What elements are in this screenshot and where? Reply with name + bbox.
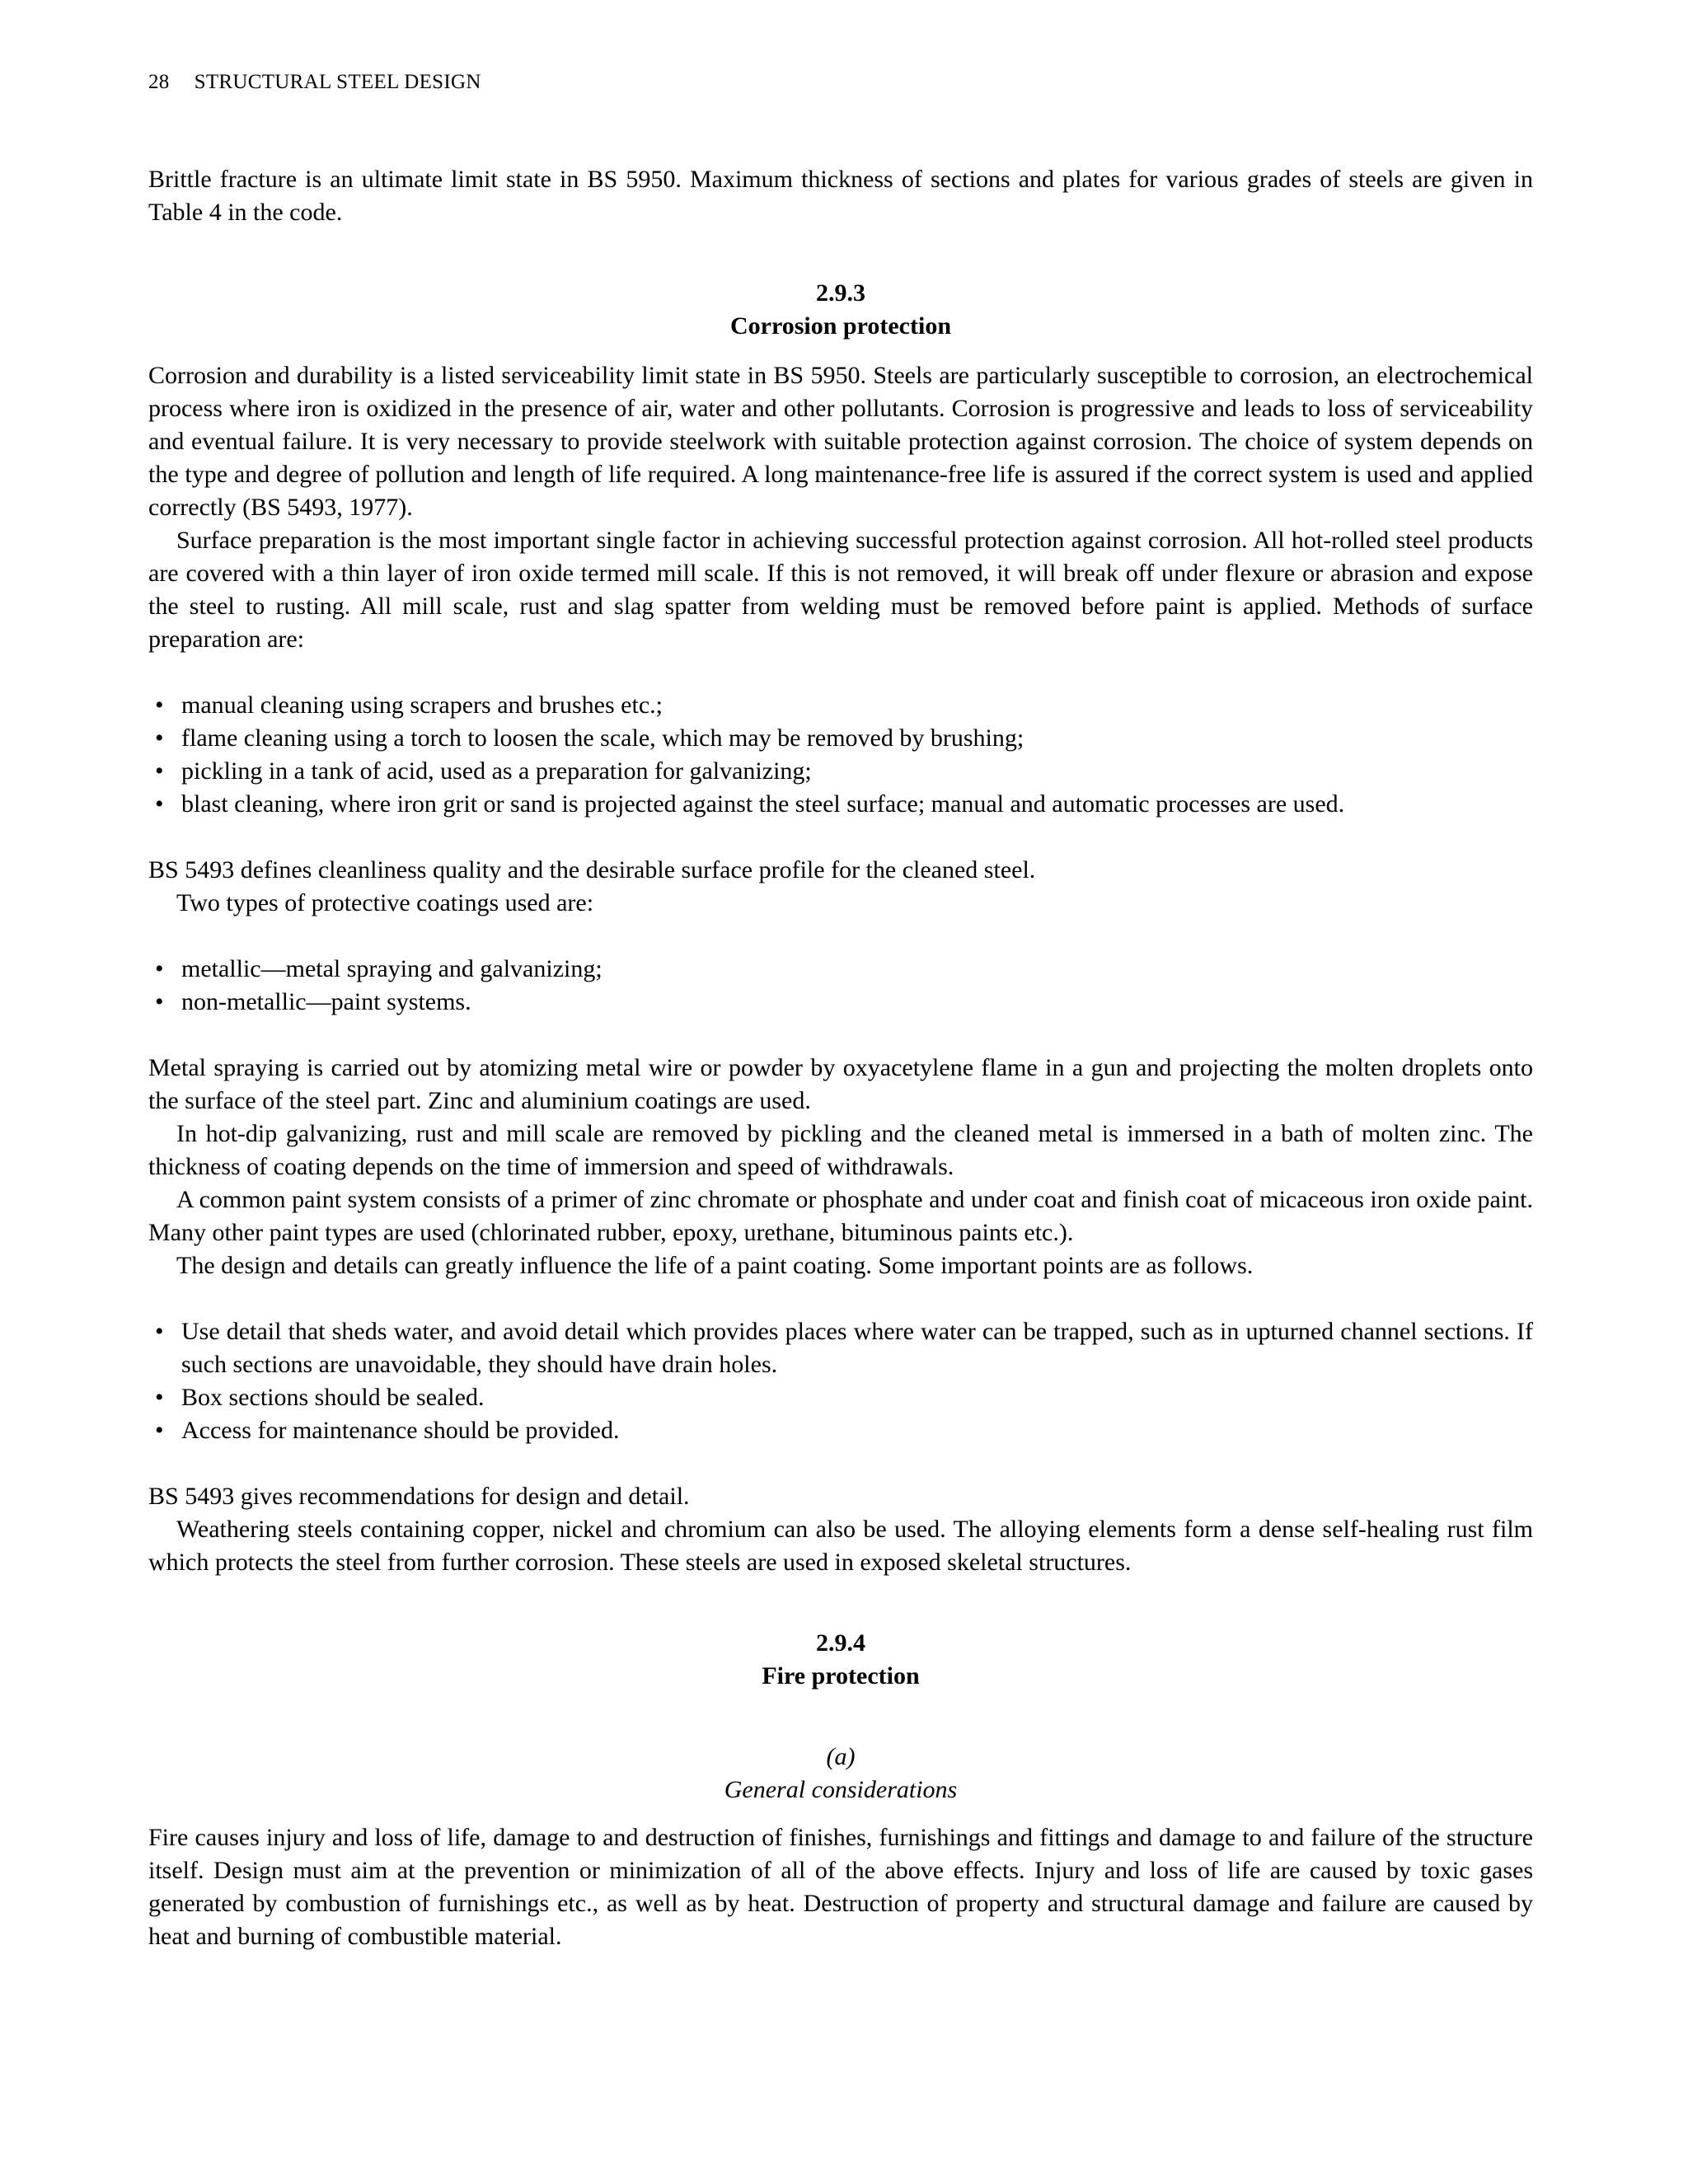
spacer: [148, 1447, 1533, 1480]
spacer: [148, 1579, 1533, 1627]
section-number: 2.9.4: [816, 1629, 865, 1657]
page-body: [148, 163, 1533, 1953]
bullet-icon: •: [155, 1318, 164, 1345]
design-points-list: [148, 1315, 1533, 1447]
list-item-text: manual cleaning using scrapers and brushes etc.;: [181, 691, 663, 719]
bullet-icon: •: [155, 790, 164, 818]
bullet-icon: •: [155, 724, 164, 752]
subsection-title: General considerations: [724, 1776, 958, 1803]
list-item: [148, 1414, 1533, 1447]
fire-general-paragraph: Fire causes injury and loss of life, damage to and destruction of finishes, furnishings and fittings and damage to and failure of the structure itself. Design must aim at the prevention or minimization of all of the above effects. Injury and loss of life are caused by toxic gases generated by combustion of furnishings etc., as well as by heat. Destruction of property and structural damage and failure are caused by heat and burning of combustible material.: [148, 1824, 1533, 1950]
list-item: [148, 953, 1533, 986]
list-item: [148, 689, 1533, 722]
list-item-text: Box sections should be sealed.: [181, 1384, 485, 1411]
list-item: [148, 986, 1533, 1019]
surface-prep-paragraph: Surface preparation is the most important single factor in achieving successful protection against corrosion. All hot-rolled steel products are covered with a thin layer of iron oxide termed mill scale. If this is not removed, it will break off under flexure or abrasion and expose the steel to rusting. All mill scale, rust and slag spatter from welding must be removed before paint is applied. Methods of surface preparation are:: [148, 527, 1533, 653]
spacer: [148, 1019, 1533, 1052]
section-number: 2.9.3: [816, 279, 865, 307]
list-item-text: flame cleaning using a torch to loosen the scale, which may be removed by brushing;: [181, 724, 1025, 752]
corrosion-paragraph: Corrosion and durability is a listed serviceability limit state in BS 5950. Steels are particularly susceptible to corrosion, an electrochemical process where iron is oxidized in the presence of air, water and other pollutants. Corrosion is progressive and leads to loss of serviceability and eventual failure. It is very necessary to provide steelwork with suitable protection against corrosion. The choice of system depends on the type and degree of pollution and length of life required. A long maintenance-free life is assured if the correct system is used and applied correctly (BS 5493, 1977).: [148, 362, 1533, 521]
coatings-intro-paragraph: Two types of protective coatings used are:: [176, 889, 594, 916]
list-item: [148, 788, 1533, 821]
weathering-steels-paragraph: Weathering steels containing copper, nickel and chromium can also be used. The alloying elements form a dense self-healing rust film which protects the steel from further corrosion. These steels are used in exposed skeletal structures.: [148, 1516, 1533, 1576]
list-item-text: non-metallic—paint systems.: [181, 988, 471, 1015]
spacer: [148, 1807, 1533, 1821]
list-item: [148, 1315, 1533, 1381]
running-header: [148, 71, 481, 94]
bullet-icon: •: [155, 691, 164, 719]
spacer: [148, 229, 1533, 277]
bullet-icon: •: [155, 955, 164, 982]
bullet-icon: •: [155, 1417, 164, 1444]
list-item-text: Use detail that sheds water, and avoid detail which provides places where water can be trapped, such as in upturned channel sections. If such sections are unavoidable, they should have drain holes.: [181, 1318, 1533, 1378]
galvanizing-paragraph: In hot-dip galvanizing, rust and mill scale are removed by pickling and the cleaned metal is immersed in a bath of molten zinc. The thickness of coating depends on the time of immersion and speed of withdrawals.: [148, 1120, 1533, 1180]
intro-paragraph: Brittle fracture is an ultimate limit state in BS 5950. Maximum thickness of sections and plates for various grades of steels are given in Table 4 in the code.: [148, 166, 1533, 226]
subsection-label: (a): [826, 1743, 856, 1770]
spacer: [148, 656, 1533, 689]
section-title: Corrosion protection: [729, 312, 952, 340]
paint-system-paragraph: A common paint system consists of a primer of zinc chromate or phosphate and under coat and finish coat of micaceous iron oxide paint. Many other paint types are used (chlorinated rubber, epoxy, urethane, bituminous paints etc.).: [148, 1186, 1533, 1246]
list-item: [148, 755, 1533, 788]
bullet-icon: •: [155, 988, 164, 1015]
list-item-text: metallic—metal spraying and galvanizing;: [181, 955, 603, 982]
metal-spraying-paragraph: Metal spraying is carried out by atomizing metal wire or powder by oxyacetylene flame in a gun and projecting the molten droplets onto the surface of the steel part. Zinc and aluminium coatings are used.: [148, 1054, 1533, 1114]
running-title: STRUCTURAL STEEL DESIGN: [194, 71, 481, 93]
section-title: Fire protection: [762, 1662, 920, 1690]
page-number: 28: [148, 71, 170, 93]
spacer: [148, 1282, 1533, 1315]
list-item-text: pickling in a tank of acid, used as a preparation for galvanizing;: [181, 757, 812, 785]
bullet-icon: •: [155, 757, 164, 785]
spacer: [148, 343, 1533, 359]
prep-methods-list: [148, 689, 1533, 821]
spacer: [148, 821, 1533, 854]
list-item: [148, 1381, 1533, 1414]
coating-types-list: [148, 953, 1533, 1019]
spacer: [148, 920, 1533, 953]
bullet-icon: •: [155, 1384, 164, 1411]
list-item-text: Access for maintenance should be provided.: [181, 1417, 620, 1444]
spacer: [148, 1693, 1533, 1741]
recommendations-paragraph: BS 5493 gives recommendations for design and detail.: [148, 1483, 690, 1510]
design-details-paragraph: The design and details can greatly influence the life of a paint coating. Some important points are as follows.: [176, 1252, 1254, 1279]
cleanliness-paragraph: BS 5493 defines cleanliness quality and the desirable surface profile for the cleaned steel.: [148, 856, 1036, 883]
list-item: [148, 722, 1533, 755]
list-item-text: blast cleaning, where iron grit or sand is projected against the steel surface; manual and automatic processes are used.: [181, 790, 1345, 818]
